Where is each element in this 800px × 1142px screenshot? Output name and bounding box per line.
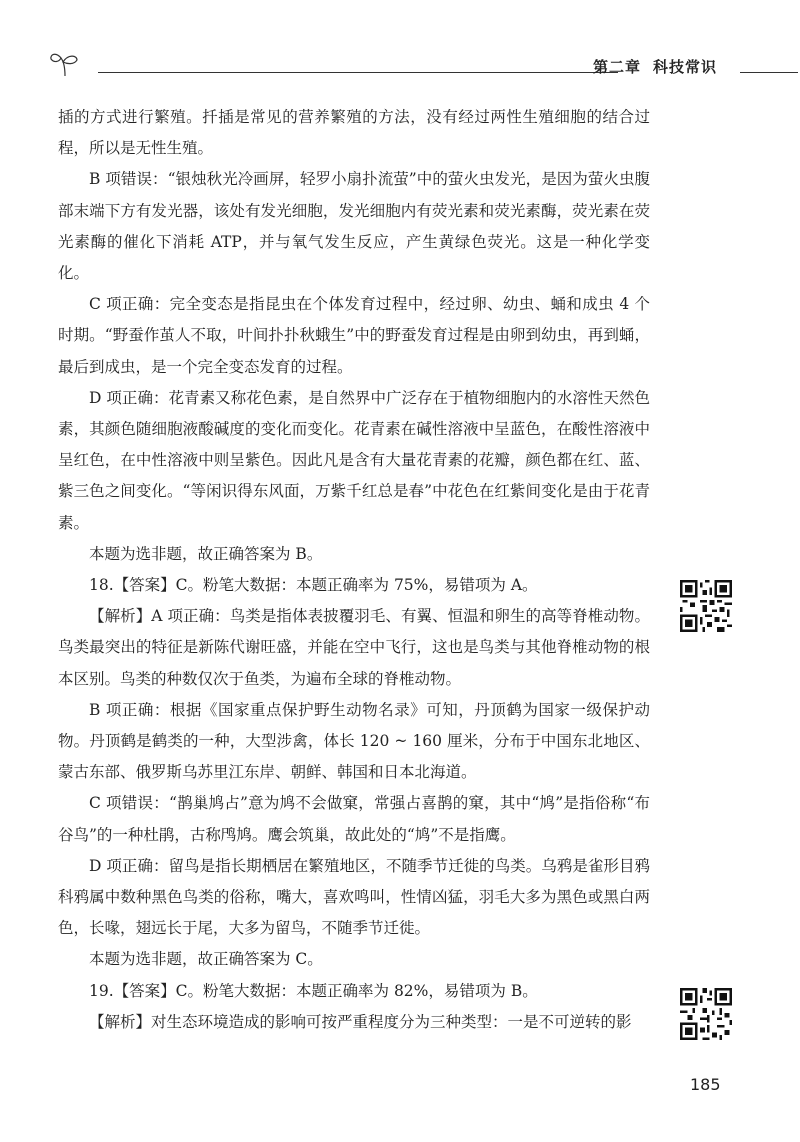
paragraph: 本题为选非题，故正确答案为 B。: [89, 544, 323, 563]
chapter-number: 第二章: [593, 58, 642, 76]
chapter-title: [593, 56, 717, 77]
paragraph: 插的方式进行繁殖。扦插是常见的营养繁殖的方法，没有经过两性生殖细胞的结合过程，所以是无性生殖。: [58, 108, 650, 158]
qr-code-icon[interactable]: [680, 988, 732, 1040]
paragraph: C 项正确：完全变态是指昆虫在个体发育过程中，经过卵、幼虫、蛹和成虫 4 个时期。“野蚕作茧人不取，叶间扑扑秋蛾生”中的野蚕发育过程是由卵到幼虫，再到蛹，最后到成虫，是一个完全变态发育的过程。: [58, 295, 650, 376]
paragraph: 【解析】A 项正确：鸟类是指体表披覆羽毛、有翼、恒温和卵生的高等脊椎动物。鸟类最突出的特征是新陈代谢旺盛，并能在空中飞行，这也是鸟类与其他脊椎动物的根本区别。鸟类的种数仅次于鱼类，为遍布全球的脊椎动物。: [58, 607, 650, 688]
paragraph: 本题为选非题，故正确答案为 C。: [89, 950, 323, 969]
paragraph: D 项正确：留鸟是指长期栖居在繁殖地区，不随季节迁徙的鸟类。乌鸦是雀形目鸦科鸦属中数种黑色鸟类的俗称，嘴大，喜欢鸣叫，性情凶猛，羽毛大多为黑色或黑白两色，长喙，翅远长于尾，大多为留鸟，不随季节迁徙。: [58, 856, 650, 938]
paragraph: B 项错误：“银烛秋光冷画屏，轻罗小扇扑流萤”中的萤火虫发光，是因为萤火虫腹部末端下方有发光器，该处有发光细胞，发光细胞内有荧光素和荧光素酶，荧光素在荧光素酶的催化下消耗 ATP，并与氧气发生反应，产生黄绿色荧光。这是一种化学变化。: [58, 170, 650, 283]
paragraph: D 项正确：花青素又称花色素，是自然界中广泛存在于植物细胞内的水溶性天然色素，其颜色随细胞液酸碱度的变化而变化。花青素在碱性溶液中呈蓝色，在酸性溶液中呈红色，在中性溶液中则呈紫色。因此凡是含有大量花青素的花瓣，颜色都在红、蓝、紫三色之间变化。“等闲识得东风面，万紫千红总是春”中花色在红紫间变化是由于花青素。: [58, 388, 650, 532]
answer-line: 19.【答案】C。粉笔大数据：本题正确率为 82%，易错项为 B。: [89, 981, 538, 1000]
header-rule-left: [98, 72, 618, 73]
paragraph: C 项错误：“鹊巢鸠占”意为鸠不会做窠，常强占喜鹊的窠，其中“鸠”是指俗称“布谷鸟”的一种杜鹃，古称鸤鸠。鹰会筑巢，故此处的“鸠”不是指鹰。: [58, 794, 650, 844]
paragraph: 【解析】对生态环境造成的影响可按严重程度分为三种类型：一是不可逆转的影: [89, 1012, 632, 1031]
page-body: [58, 102, 650, 1038]
header-rule-right: [740, 72, 798, 73]
page-number: 185: [690, 1075, 721, 1094]
paragraph: B 项正确：根据《国家重点保护野生动物名录》可知，丹顶鹤为国家一级保护动物。丹顶鹤是鹤类的一种，大型涉禽，体长 120 ~ 160 厘米，分布于中国东北地区、蒙古东部、俄罗斯乌苏里江东岸、朝鲜、韩国和日本北海道。: [58, 700, 650, 782]
sprout-icon: [48, 50, 82, 78]
running-header: [40, 50, 800, 80]
qr-code-icon[interactable]: [680, 580, 732, 632]
chapter-section: 科技常识: [653, 58, 718, 76]
answer-line: 18.【答案】C。粉笔大数据：本题正确率为 75%，易错项为 A。: [89, 576, 538, 595]
